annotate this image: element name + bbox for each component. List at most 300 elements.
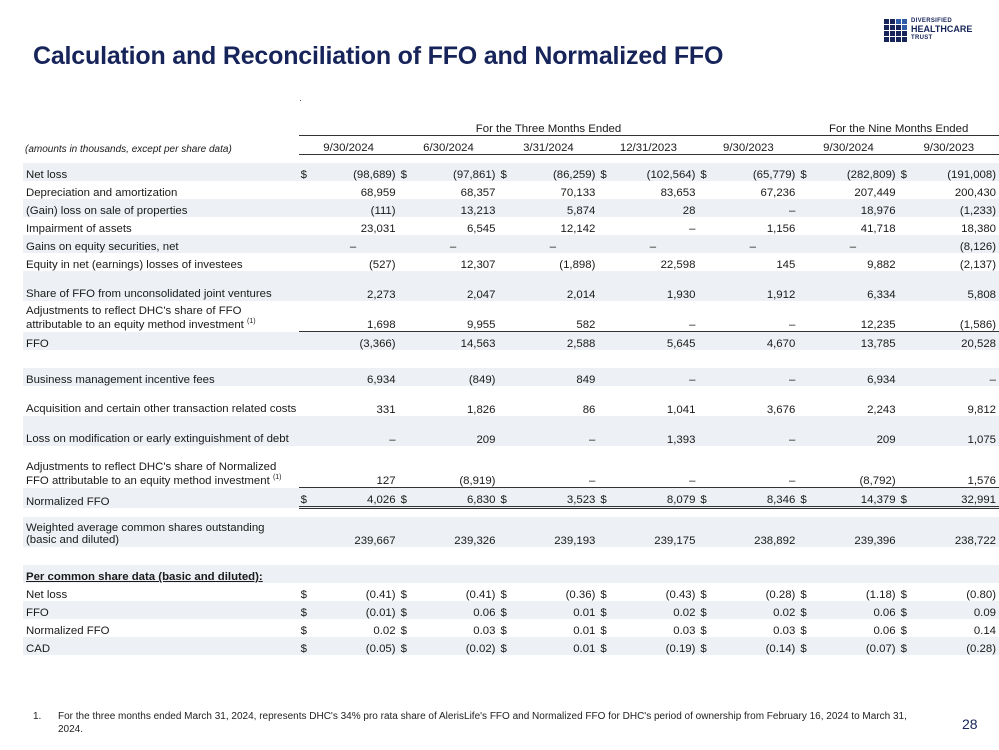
table-cell-value: 23,031 <box>360 223 396 235</box>
three-months-header: For the Three Months Ended <box>299 117 799 136</box>
dollar-sign <box>299 217 309 235</box>
table-cell-value: 127 <box>376 475 396 487</box>
table-cell-value: – <box>788 475 796 487</box>
dollar-sign <box>598 301 608 332</box>
page-number: 28 <box>962 716 978 732</box>
table-cell-value: 22,598 <box>660 259 696 271</box>
table-cell-value: 12,142 <box>560 223 596 235</box>
dollar-sign <box>598 517 608 547</box>
table-cell-value: 238,722 <box>909 517 999 547</box>
dollar-sign <box>698 386 708 416</box>
dollar-sign <box>598 368 608 386</box>
table-cell-value: – <box>309 235 399 253</box>
table-cell-value: (98,689) <box>309 163 399 181</box>
dollar-sign: $ <box>899 488 909 508</box>
dollar-sign: $ <box>299 637 309 655</box>
table-cell-value: – <box>608 301 698 332</box>
dollar-sign <box>399 446 409 488</box>
table-cell-value: 1,156 <box>766 223 796 235</box>
dollar-sign <box>899 181 909 199</box>
dollar-sign <box>798 271 808 301</box>
dollar-sign <box>899 199 909 217</box>
row-label: Impairment of assets <box>26 223 132 235</box>
table-cell-value: 239,193 <box>508 517 598 547</box>
dollar-sign <box>498 416 508 446</box>
table-cell-value: 20,528 <box>909 332 999 351</box>
table-cell-value: 239,396 <box>808 517 898 547</box>
dollar-sign: $ <box>299 163 309 181</box>
table-cell-value: (1,586) <box>909 301 999 332</box>
table-cell-value: 0.01 <box>508 601 598 619</box>
table-cell-value: 6,334 <box>808 271 898 301</box>
dollar-sign: $ <box>498 601 508 619</box>
row-label: Equity in net (earnings) losses of investees <box>26 259 243 271</box>
dollar-sign <box>698 181 708 199</box>
dollar-sign <box>399 386 409 416</box>
row-label: (Gain) loss on sale of properties <box>23 199 299 217</box>
dollar-sign <box>798 368 808 386</box>
table-cell-value: – <box>608 368 698 386</box>
row-label: CAD <box>23 637 299 655</box>
table-cell-value: (111) <box>309 199 399 217</box>
table-cell-value: 13,213 <box>409 199 499 217</box>
table-cell-value: 239,326 <box>409 517 499 547</box>
table-cell-value: 3,523 <box>508 488 598 508</box>
table-cell-value: 32,991 <box>909 488 999 508</box>
table-cell-value: (8,919) <box>459 475 496 487</box>
dollar-sign <box>498 446 508 488</box>
ffo-reconciliation-table <box>23 117 999 655</box>
dollar-sign: $ <box>899 637 909 655</box>
row-label: Business management incentive fees <box>23 368 299 386</box>
dollar-sign <box>698 253 708 271</box>
table-cell-value: 0.02 <box>373 625 396 637</box>
row-label: Depreciation and amortization <box>26 187 178 199</box>
table-cell-value: 2,243 <box>867 404 896 416</box>
page-title: Calculation and Reconciliation of FFO and Normalized FFO <box>33 42 724 70</box>
dollar-sign <box>498 271 508 301</box>
dollar-sign: $ <box>698 163 708 181</box>
table-cell-value: (97,861) <box>409 163 499 181</box>
table-row <box>23 619 999 637</box>
dollar-sign: $ <box>800 589 807 601</box>
table-cell-value: – <box>808 235 898 253</box>
column-header: 9/30/2023 <box>698 136 798 155</box>
table-cell-value: 13,785 <box>808 332 898 351</box>
table-cell-value: (102,564) <box>608 163 698 181</box>
table-row <box>23 416 999 446</box>
table-cell-value: 6,934 <box>808 368 898 386</box>
table-row <box>23 199 999 217</box>
dollar-sign <box>399 271 409 301</box>
dollar-sign <box>899 416 909 446</box>
dollar-sign <box>299 446 309 488</box>
dollar-sign <box>899 446 909 488</box>
table-cell-value: 0.06 <box>409 601 499 619</box>
dollar-sign <box>399 235 409 253</box>
dollar-sign: $ <box>798 601 808 619</box>
dollar-sign <box>598 271 608 301</box>
table-cell-value: 70,133 <box>560 187 596 199</box>
dollar-sign <box>399 332 409 351</box>
per-share-heading: Per common share data (basic and diluted): <box>26 571 263 583</box>
table-cell-value: (0.28) <box>765 589 796 601</box>
dollar-sign: $ <box>598 601 608 619</box>
dollar-sign <box>299 386 309 416</box>
dollar-sign: $ <box>899 163 909 181</box>
table-row <box>23 271 999 301</box>
table-cell-value: 1,912 <box>708 271 798 301</box>
column-header: 9/30/2023 <box>899 136 999 155</box>
dollar-sign <box>798 217 808 235</box>
column-header: 12/31/2023 <box>598 136 698 155</box>
table-row <box>23 583 999 601</box>
dollar-sign <box>698 301 708 332</box>
dollar-sign <box>899 271 909 301</box>
dollar-sign <box>698 199 708 217</box>
dollar-sign <box>399 181 409 199</box>
table-cell-value: 14,379 <box>808 488 898 508</box>
nine-months-header: For the Nine Months Ended <box>798 117 999 136</box>
table-cell-value: – <box>409 235 499 253</box>
table-cell-value: 209 <box>808 416 898 446</box>
table-cell-value: 0.06 <box>873 625 896 637</box>
row-label: Weighted average common shares outstanding (basic and diluted) <box>23 517 299 547</box>
dollar-sign <box>399 301 409 332</box>
dollar-sign: $ <box>598 637 608 655</box>
dollar-sign: $ <box>600 589 607 601</box>
table-cell-value: 0.01 <box>573 625 596 637</box>
table-cell-value: (1,233) <box>909 199 999 217</box>
table-cell-value: – <box>689 475 696 487</box>
dollar-sign: $ <box>500 589 507 601</box>
table-row <box>23 517 999 547</box>
table-cell-value: (0.02) <box>409 637 499 655</box>
table-cell-value: 200,430 <box>954 187 996 199</box>
table-cell-value: – <box>689 223 696 235</box>
stray-dot <box>300 100 301 101</box>
table-cell-value: 0.03 <box>773 625 796 637</box>
table-cell-value: 8,346 <box>708 488 798 508</box>
dollar-sign: $ <box>700 625 707 637</box>
dollar-sign: $ <box>900 625 907 637</box>
table-cell-value: – <box>708 368 798 386</box>
table-cell-value: 67,236 <box>760 187 796 199</box>
row-label: Gains on equity securities, net <box>23 235 299 253</box>
table-row <box>23 301 999 332</box>
dollar-sign <box>399 368 409 386</box>
table-row <box>23 637 999 655</box>
column-header: 9/30/2024 <box>299 136 399 155</box>
dollar-sign <box>498 332 508 351</box>
dollar-sign <box>598 253 608 271</box>
table-cell-value: – <box>309 416 399 446</box>
dollar-sign <box>299 271 309 301</box>
dollar-sign <box>798 416 808 446</box>
dollar-sign: $ <box>598 488 608 508</box>
dollar-sign <box>698 416 708 446</box>
dollar-sign <box>798 235 808 253</box>
row-label: Acquisition and certain other transaction related costs <box>26 403 297 416</box>
table-cell-value: (0.43) <box>665 589 696 601</box>
logo-wordmark: DIVERSIFIED HEALTHCARE TRUST <box>911 18 973 41</box>
table-cell-value: (282,809) <box>808 163 898 181</box>
table-cell-value: 0.09 <box>909 601 999 619</box>
column-header: 6/30/2024 <box>399 136 499 155</box>
table-cell-value: (65,779) <box>708 163 798 181</box>
table-cell-value: 207,449 <box>854 187 896 199</box>
table-cell-value: 2,014 <box>508 271 598 301</box>
table-cell-value: 18,380 <box>961 223 996 235</box>
table-cell-value: (0.28) <box>909 637 999 655</box>
dollar-sign <box>399 416 409 446</box>
table-cell-value: 86 <box>582 404 596 416</box>
dollar-sign <box>899 217 909 235</box>
dollar-sign <box>899 235 909 253</box>
dollar-sign <box>899 386 909 416</box>
dollar-sign: $ <box>899 601 909 619</box>
table-cell-value: (1,898) <box>559 259 596 271</box>
dollar-sign: $ <box>399 488 409 508</box>
table-row <box>23 332 999 351</box>
table-cell-value: 83,653 <box>660 187 696 199</box>
table-cell-value: (0.05) <box>309 637 399 655</box>
table-cell-value: 6,545 <box>466 223 496 235</box>
table-cell-value: 9,812 <box>967 404 996 416</box>
table-cell-value: 1,930 <box>608 271 698 301</box>
table-cell-value: 2,047 <box>409 271 499 301</box>
dollar-sign <box>299 235 309 253</box>
row-label: Share of FFO from unconsolidated joint ventures <box>23 271 299 301</box>
row-label: Net loss <box>23 163 299 181</box>
dollar-sign: $ <box>800 625 807 637</box>
dollar-sign: $ <box>400 625 407 637</box>
table-cell-value: 331 <box>376 404 396 416</box>
table-cell-value: – <box>508 416 598 446</box>
dollar-sign <box>598 235 608 253</box>
company-logo <box>884 18 984 44</box>
dollar-sign <box>698 271 708 301</box>
table-cell-value: 0.03 <box>473 625 496 637</box>
column-header: 3/31/2024 <box>498 136 598 155</box>
table-cell-value: 0.14 <box>973 625 996 637</box>
row-label: Net loss <box>26 589 68 601</box>
dollar-sign <box>798 332 808 351</box>
row-label: Normalized FFO <box>23 488 299 508</box>
dollar-sign: $ <box>300 589 307 601</box>
dollar-sign <box>598 199 608 217</box>
table-cell-value: 582 <box>508 301 598 332</box>
table-cell-value: 2,273 <box>309 271 399 301</box>
dollar-sign: $ <box>698 637 708 655</box>
table-cell-value: 239,667 <box>309 517 399 547</box>
table-cell-value: 12,235 <box>808 301 898 332</box>
table-cell-value: 145 <box>776 259 796 271</box>
table-cell-value: 9,955 <box>409 301 499 332</box>
table-cell-value: – <box>708 301 798 332</box>
table-cell-value: (0.07) <box>808 637 898 655</box>
table-cell-value: 12,307 <box>460 259 496 271</box>
table-cell-value: (0.41) <box>365 589 396 601</box>
table-cell-value: 1,075 <box>909 416 999 446</box>
dollar-sign <box>899 517 909 547</box>
table-cell-value: – <box>909 368 999 386</box>
table-cell-value: (191,008) <box>909 163 999 181</box>
dollar-sign <box>798 199 808 217</box>
dollar-sign: $ <box>600 625 607 637</box>
dollar-sign <box>798 517 808 547</box>
dollar-sign <box>598 386 608 416</box>
dollar-sign: $ <box>498 163 508 181</box>
dollar-sign <box>698 332 708 351</box>
dollar-sign <box>698 235 708 253</box>
table-cell-value: 14,563 <box>409 332 499 351</box>
dollar-sign <box>798 301 808 332</box>
dollar-sign: $ <box>498 488 508 508</box>
row-label: FFO <box>23 601 299 619</box>
table-cell-value: 239,175 <box>608 517 698 547</box>
dollar-sign: $ <box>900 589 907 601</box>
row-label: Loss on modification or early extinguishment of debt <box>23 416 299 446</box>
table-cell-value: (0.19) <box>608 637 698 655</box>
table-cell-value: 1,041 <box>666 404 696 416</box>
dollar-sign: $ <box>798 488 808 508</box>
table-cell-value: 0.02 <box>708 601 798 619</box>
dollar-sign <box>498 301 508 332</box>
table-row <box>23 368 999 386</box>
dollar-sign <box>698 217 708 235</box>
dollar-sign: $ <box>798 163 808 181</box>
dollar-sign <box>899 368 909 386</box>
table-cell-value: (8,126) <box>909 235 999 253</box>
dollar-sign <box>299 416 309 446</box>
table-cell-value: 1,576 <box>967 475 996 487</box>
dollar-sign <box>698 446 708 488</box>
dollar-sign: $ <box>399 601 409 619</box>
dollar-sign <box>399 253 409 271</box>
column-header: 9/30/2024 <box>798 136 898 155</box>
table-cell-value: 3,676 <box>766 404 796 416</box>
table-cell-value: 6,830 <box>409 488 499 508</box>
table-row <box>23 181 999 199</box>
dollar-sign: $ <box>500 625 507 637</box>
table-cell-value: 5,874 <box>508 199 598 217</box>
table-cell-value: – <box>608 235 698 253</box>
dollar-sign <box>399 217 409 235</box>
table-cell-value: (0.36) <box>565 589 596 601</box>
dollar-sign <box>598 181 608 199</box>
table-cell-value: 0.01 <box>508 637 598 655</box>
table-cell-value: (0.41) <box>465 589 496 601</box>
row-label: Normalized FFO <box>26 625 110 637</box>
table-row <box>23 217 999 235</box>
table-cell-value: 0.03 <box>673 625 696 637</box>
table-cell-value: (3,366) <box>309 332 399 351</box>
table-cell-value: (1.18) <box>865 589 896 601</box>
dollar-sign <box>399 517 409 547</box>
table-cell-value: 238,892 <box>708 517 798 547</box>
table-cell-value: – <box>708 235 798 253</box>
row-label: FFO <box>23 332 299 351</box>
dollar-sign <box>798 386 808 416</box>
footnote-text: For the three months ended March 31, 2024, represents DHC's 34% pro rata share of AlerisLife's FFO and Normalized FFO for DHC's period of ownership from February 16, 2024 to March 31, 2024. <box>58 711 907 735</box>
dollar-sign: $ <box>698 601 708 619</box>
table-cell-value: (8,792) <box>859 475 896 487</box>
table-cell-value: 1,393 <box>608 416 698 446</box>
table-cell-value: 5,645 <box>608 332 698 351</box>
dollar-sign: $ <box>300 625 307 637</box>
dollar-sign <box>698 517 708 547</box>
dollar-sign: $ <box>399 163 409 181</box>
dollar-sign <box>798 181 808 199</box>
table-cell-value: 6,934 <box>309 368 399 386</box>
table-cell-value: – <box>589 475 596 487</box>
per-share-heading-row <box>23 565 999 583</box>
row-label: Adjustments to reflect DHC's share of Normalized FFO attributable to an equity method investment $^{(1)}$ <box>26 460 282 487</box>
table-cell-value: (849) <box>409 368 499 386</box>
table-row <box>23 601 999 619</box>
dollar-sign <box>798 446 808 488</box>
table-cell-value: 1,698 <box>309 301 399 332</box>
dollar-sign <box>598 446 608 488</box>
table-cell-value: 18,976 <box>808 199 898 217</box>
dollar-sign <box>299 199 309 217</box>
dollar-sign <box>299 253 309 271</box>
table-cell-value: 5,808 <box>909 271 999 301</box>
dollar-sign <box>299 332 309 351</box>
table-row <box>23 488 999 508</box>
dollar-sign <box>498 217 508 235</box>
dollar-sign: $ <box>400 589 407 601</box>
row-label <box>23 565 999 583</box>
dollar-sign <box>899 301 909 332</box>
group-header-row <box>23 117 999 136</box>
logo-grid-icon <box>884 19 908 43</box>
dollar-sign <box>698 368 708 386</box>
dollar-sign <box>498 253 508 271</box>
dollar-sign <box>498 386 508 416</box>
table-row <box>23 235 999 253</box>
table-cell-value: 849 <box>508 368 598 386</box>
dollar-sign <box>498 199 508 217</box>
table-row <box>23 446 999 488</box>
dollar-sign: $ <box>798 637 808 655</box>
dollar-sign <box>598 332 608 351</box>
table-cell-value: (527) <box>368 259 396 271</box>
table-cell-value: 4,026 <box>309 488 399 508</box>
dollar-sign <box>498 181 508 199</box>
dollar-sign <box>598 416 608 446</box>
dollar-sign: $ <box>598 163 608 181</box>
table-cell-value: 0.02 <box>608 601 698 619</box>
table-cell-value: 28 <box>608 199 698 217</box>
table-cell-value: – <box>708 416 798 446</box>
dollar-sign: $ <box>299 601 309 619</box>
row-label: Adjustments to reflect DHC's share of FFO attributable to an equity method investment $^{(1)}$ <box>26 304 256 331</box>
dollar-sign <box>498 235 508 253</box>
table-cell-value: 41,718 <box>860 223 896 235</box>
table-cell-value: (0.01) <box>309 601 399 619</box>
table-cell-value: 1,826 <box>466 404 496 416</box>
table-cell-value: (0.80) <box>966 589 996 601</box>
dollar-sign: $ <box>700 589 707 601</box>
table-cell-value: 4,670 <box>708 332 798 351</box>
dollar-sign <box>498 517 508 547</box>
table-cell-value: 68,357 <box>460 187 496 199</box>
dollar-sign <box>399 199 409 217</box>
dollar-sign <box>899 332 909 351</box>
dollar-sign: $ <box>698 488 708 508</box>
